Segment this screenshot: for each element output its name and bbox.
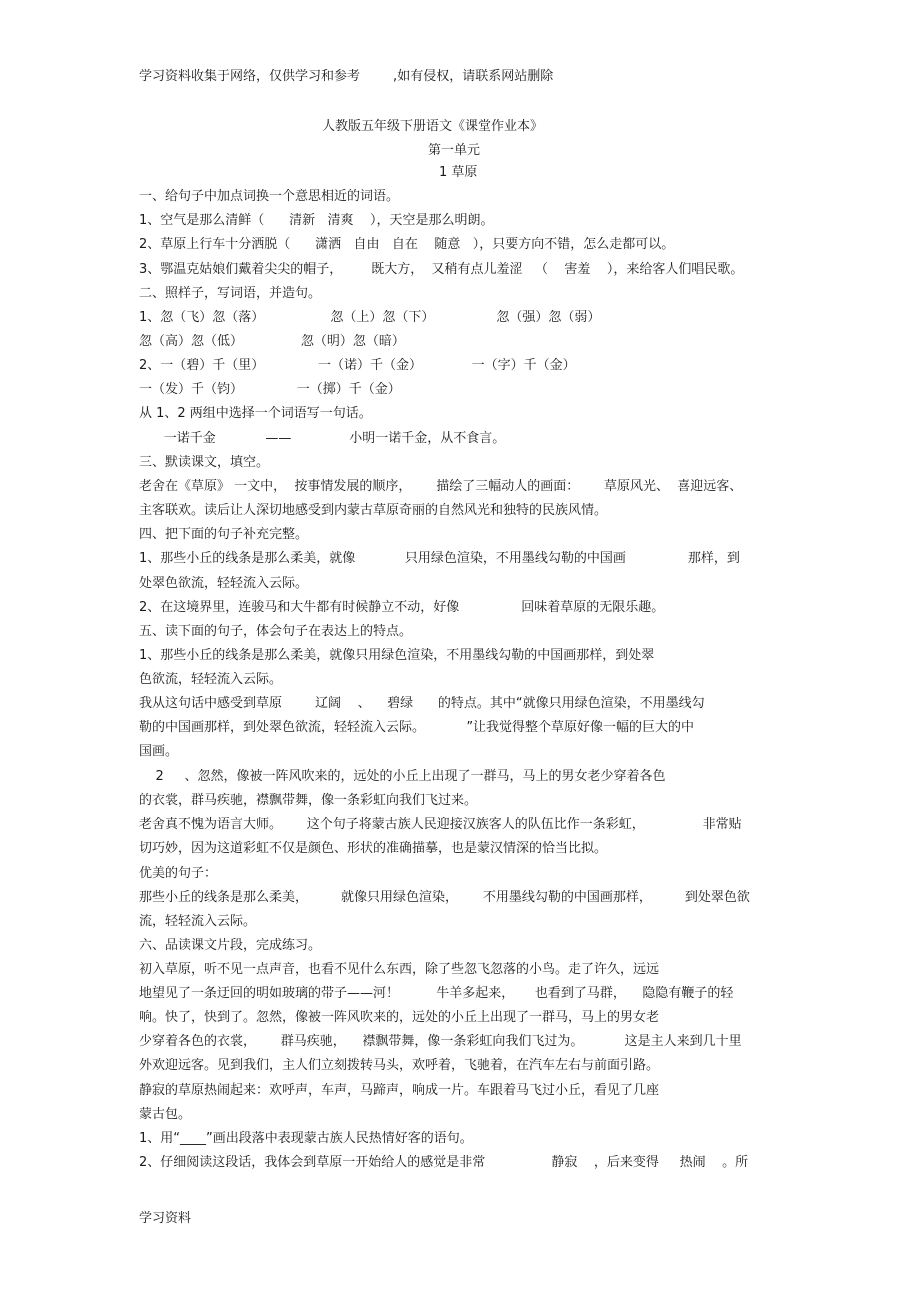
document-title: 人教版五年级下册语文《课堂作业本》	[322, 119, 544, 134]
body-line: 2、草原上行车十分洒脱（ 潇洒 自由 自在 随意 ），只要方向不错，怎么走都可以。	[139, 237, 675, 252]
body-line: 色欲流，轻轻流入云际。	[139, 672, 283, 687]
body-line: 1、忽（飞）忽（落） 忽（上）忽（下） 忽（强）忽（弱）	[139, 310, 601, 325]
body-line: 一、给句子中加点词换一个意思相近的词语。	[139, 189, 400, 204]
body-line: 切巧妙，因为这道彩虹不仅是颜色、形状的准确描摹，也是蒙汉情深的恰当比拟。	[139, 841, 608, 856]
body-line: 优美的句子：	[139, 866, 218, 881]
body-line: 那些小丘的线条是那么柔美， 就像只用绿色渲染， 不用墨线勾勒的中国画那样， 到处翠色欲	[139, 890, 750, 905]
body-line: 忽（高）忽（低） 忽（明）忽（暗）	[139, 334, 405, 349]
body-line: 静寂的草原热闹起来：欢呼声，车声，马蹄声，响成一片。车跟着马飞过小丘，看见了几座	[139, 1083, 660, 1098]
body-line: 的衣裳，群马疾驰，襟飘带舞，像一条彩虹向我们飞过来。	[139, 793, 478, 808]
body-line: 蒙古包。	[139, 1107, 192, 1122]
body-line: 四、把下面的句子补充完整。	[139, 527, 309, 542]
body-line: 1、那些小丘的线条是那么柔美，就像只用绿色渲染，不用墨线勾勒的中国画那样，到处翠	[139, 648, 655, 663]
body-line: 五、读下面的句子，体会句子在表达上的特点。	[139, 624, 413, 639]
body-line: 一诺千金 —— 小明一诺千金，从不食言。	[139, 431, 506, 446]
body-line: 一（发）千（钧） 一（掷）千（金）	[139, 382, 401, 397]
lesson-heading: 1 草原	[439, 165, 478, 180]
body-line: 流，轻轻流入云际。	[139, 914, 257, 929]
body-line: 主客联欢。读后让人深切地感受到内蒙古草原奇丽的自然风光和独特的民族风情。	[139, 503, 608, 518]
body-line: 地望见了一条迂回的明如玻璃的带子——河！ 牛羊多起来， 也看到了马群， 隐隐有鞭子的轻	[139, 986, 734, 1001]
body-line: 外欢迎远客。见到我们，主人们立刻拨转马头，欢呼着，飞驰着，在汽车左右与前面引路。	[139, 1058, 660, 1073]
body-line: 1、空气是那么清鲜（ 清新 清爽 ），天空是那么明朗。	[139, 213, 494, 228]
body-line: 我从这句话中感受到草原 辽阔 、 碧绿 的特点。其中“就像只用绿色渲染，不用墨线勾	[139, 696, 705, 711]
body-line: 响。快了，快到了。忽然，像被一阵风吹来的，远处的小丘上出现了一群马，马上的男女老	[139, 1010, 660, 1025]
body-line: 二、照样子，写词语，并造句。	[139, 286, 322, 301]
page-header: 学习资料收集于网络，仅供学习和参考 ,如有侵权，请联系网站删除	[139, 69, 554, 84]
body-line: 六、品读课文片段，完成练习。	[139, 938, 322, 953]
body-line: 国画。	[139, 744, 179, 759]
unit-heading: 第一单元	[428, 143, 481, 158]
body-line: 老舍在《草原》 一文中， 按事情发展的顺序， 描绘了三幅动人的画面： 草原风光、 喜迎远客、	[139, 479, 743, 494]
body-line: 2、仔细阅读这段话，我体会到草原一开始给人的感觉是非常 静寂 ，后来变得 热闹 。所	[139, 1155, 749, 1170]
body-line: 初入草原，听不见一点声音，也看不见什么东西，除了些忽飞忽落的小鸟。走了许久，远远	[139, 962, 660, 977]
body-line: 2、在这境界里，连骏马和大牛都有时候静立不动，好像 回味着草原的无限乐趣。	[139, 600, 665, 615]
body-line: 老舍真不愧为语言大师。 这个句子将蒙古族人民迎接汉族客人的队伍比作一条彩虹， 非常贴	[139, 817, 742, 832]
page-footer: 学习资料	[139, 1211, 192, 1226]
body-line: 勒的中国画那样，到处翠色欲流，轻轻流入云际。 ”让我觉得整个草原好像一幅的巨大的中	[139, 720, 695, 735]
body-line: 2、一（碧）千（里） 一（诺）千（金） 一（字）千（金）	[139, 358, 576, 373]
body-line: 三、默读课文，填空。	[139, 455, 270, 470]
body-line: 1、用“____”画出段落中表现蒙古族人民热情好客的语句。	[139, 1131, 473, 1146]
body-line: 1、那些小丘的线条是那么柔美，就像 只用绿色渲染，不用墨线勾勒的中国画 那样，到	[139, 551, 740, 566]
body-line: 3、鄂温克姑娘们戴着尖尖的帽子， 既大方， 又稍有点儿羞涩 （ 害羞 ），来给客人们唱民歌。	[139, 262, 744, 277]
body-line: 从 1、2 两组中选择一个词语写一句话。	[139, 406, 372, 421]
body-line: 2 、忽然，像被一阵风吹来的，远处的小丘上出现了一群马，马上的男女老少穿着各色	[139, 769, 666, 784]
body-line: 少穿着各色的衣裳， 群马疾驰， 襟飘带舞，像一条彩虹向我们飞过为。 这是主人来到几十里	[139, 1034, 742, 1049]
body-line: 处翠色欲流，轻轻流入云际。	[139, 576, 309, 591]
